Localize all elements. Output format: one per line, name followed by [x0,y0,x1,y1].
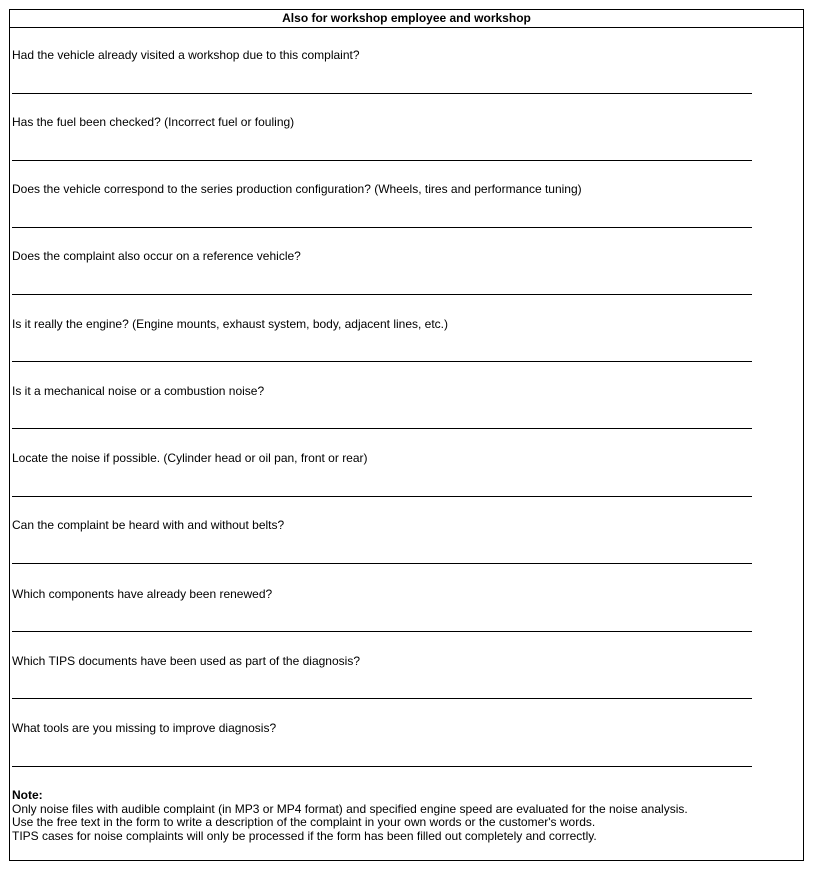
answer-line-5[interactable] [12,361,752,362]
question-locate-noise: Locate the noise if possible. (Cylinder head or oil pan, front or rear) [12,451,368,465]
form-header: Also for workshop employee and workshop [10,10,803,28]
answer-line-4[interactable] [12,294,752,295]
note-line-processing: TIPS cases for noise complaints will only be processed if the form has been filled out completely and correctly. [12,828,597,843]
answer-line-11[interactable] [12,766,752,767]
answer-line-9[interactable] [12,631,752,632]
question-really-engine: Is it really the engine? (Engine mounts, exhaust system, body, adjacent lines, etc.) [12,317,449,331]
question-belts: Can the complaint be heard with and without belts? [12,518,285,532]
answer-line-10[interactable] [12,698,752,699]
form-frame [9,9,804,861]
answer-line-8[interactable] [12,563,752,564]
question-fuel-checked: Has the fuel been checked? (Incorrect fuel or fouling) [12,115,295,129]
answer-line-1[interactable] [12,93,752,94]
note-section [12,789,688,843]
note-line-free-text: Use the free text in the form to write a description of the complaint in your own words or the customer's words. [12,815,596,829]
question-reference-vehicle: Does the complaint also occur on a reference vehicle? [12,249,301,263]
question-noise-type: Is it a mechanical noise or a combustion noise? [12,384,265,398]
question-renewed-components: Which components have already been renewed? [12,587,273,601]
answer-line-3[interactable] [12,227,752,228]
question-previous-workshop-visit: Had the vehicle already visited a workshop due to this complaint? [12,48,360,62]
answer-line-7[interactable] [12,496,752,497]
question-missing-tools: What tools are you missing to improve diagnosis? [12,721,277,735]
answer-line-6[interactable] [12,428,752,429]
note-title: Note: [12,788,43,802]
note-line-audio-files: Only noise files with audible complaint (in MP3 or MP4 format) and specified engine speed are evaluated for the noise analysis. [12,801,688,816]
question-series-configuration: Does the vehicle correspond to the series production configuration? (Wheels, tires and performance tuning) [12,182,582,196]
question-tips-documents: Which TIPS documents have been used as part of the diagnosis? [12,654,360,668]
answer-line-2[interactable] [12,160,752,161]
